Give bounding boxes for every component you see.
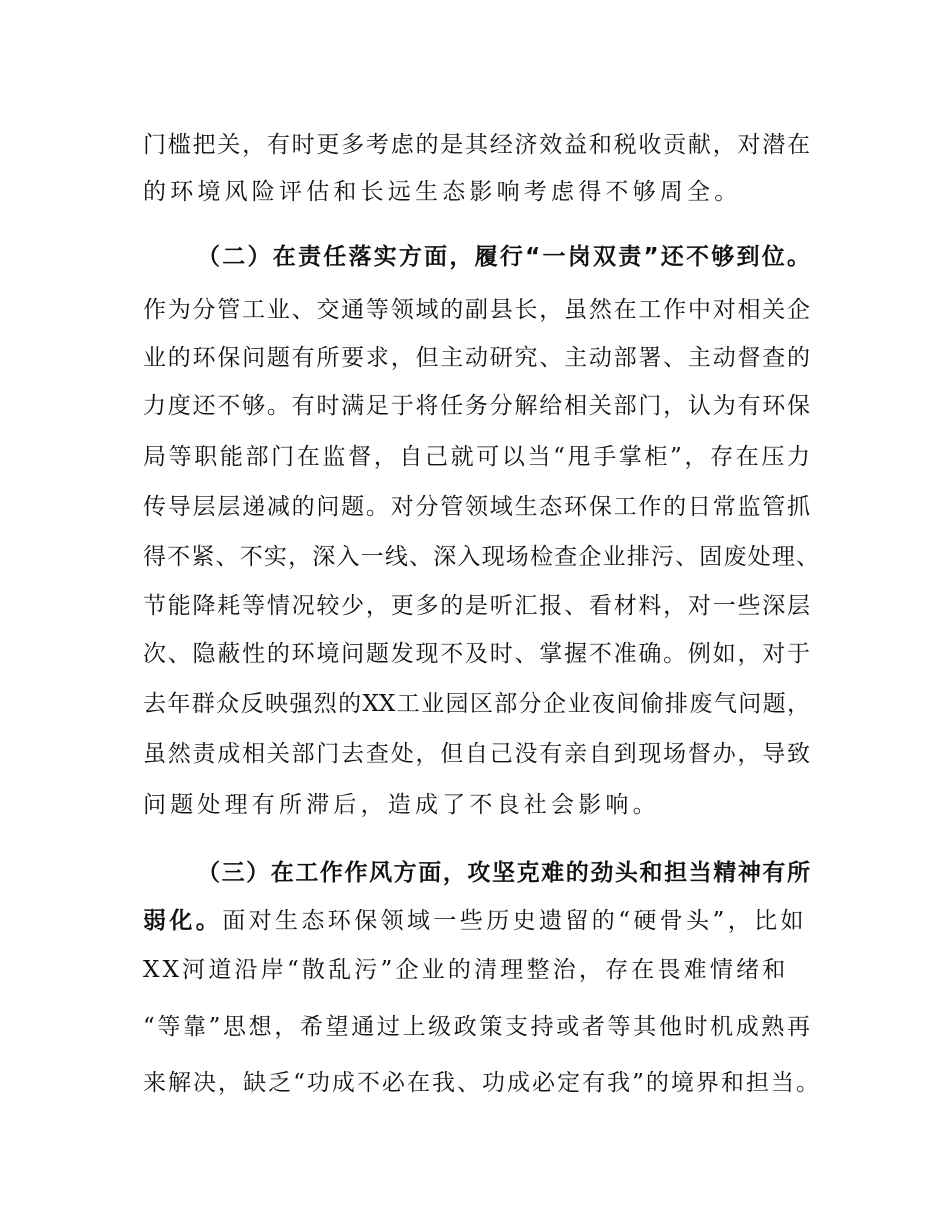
paragraph-line: 传导层层递减的问题。对分管领域生态环保工作的日常监管抓 — [143, 494, 810, 520]
paragraph-line: 力度还不够。有时满足于将任务分解给相关部门，认为有环保 — [143, 393, 810, 419]
paragraph-line: 虽然责成相关部门去查处，但自己没有亲自到现场督办，导致 — [143, 741, 810, 767]
paragraph-text: 面对生态环保领域一些历史遗留的“硬骨头”，比如 — [222, 908, 807, 934]
paragraph-line: 的环境风险评估和长远生态影响考虑得不够周全。 — [143, 179, 742, 205]
paragraph-line: 门槛把关，有时更多考虑的是其经济效益和税收贡献，对潜在 — [143, 132, 810, 158]
paragraph-line: 来解决，缺乏“功成不必在我、功成必定有我”的境界和担当。 — [143, 1070, 819, 1096]
heading-text: （二）在责任落实方面，履行“一岗双责”还不够到位。 — [197, 244, 810, 270]
section-heading-2 — [197, 242, 810, 272]
paragraph-line: 去年群众反映强烈的XX工业园区部分企业夜间偷排废气问题， — [143, 691, 810, 717]
paragraph-line: 次、隐蔽性的环境问题发现不及时、掌握不准确。例如，对于 — [143, 641, 810, 667]
paragraph-line: XX河道沿岸“散乱污”企业的清理整治，存在畏难情绪和 — [143, 957, 789, 983]
paragraph-line: 作为分管工业、交通等领域的副县长，虽然在工作中对相关企 — [143, 297, 810, 323]
paragraph-line: 得不紧、不实，深入一线、深入现场检查企业排污、固废处理、 — [143, 544, 819, 570]
heading-text: （三）在工作作风方面，攻坚克难的劲头和担当精神有所 — [197, 860, 810, 886]
paragraph-line: 业的环保问题有所要求，但主动研究、主动部署、主动督查的 — [143, 345, 810, 371]
heading-text-end: 弱化。 — [143, 908, 223, 934]
paragraph-line: “等靠”思想，希望通过上级政策支持或者等其他时机成熟再 — [143, 1014, 810, 1040]
paragraph-line: 局等职能部门在监督，自己就可以当“甩手掌柜”，存在压力 — [143, 444, 810, 470]
paragraph-line: 问题处理有所滞后，造成了不良社会影响。 — [143, 792, 660, 818]
section-heading-3 — [197, 858, 810, 888]
paragraph-line — [143, 906, 810, 936]
paragraph-line: 节能降耗等情况较少，更多的是听汇报、看材料，对一些深层 — [143, 593, 810, 619]
